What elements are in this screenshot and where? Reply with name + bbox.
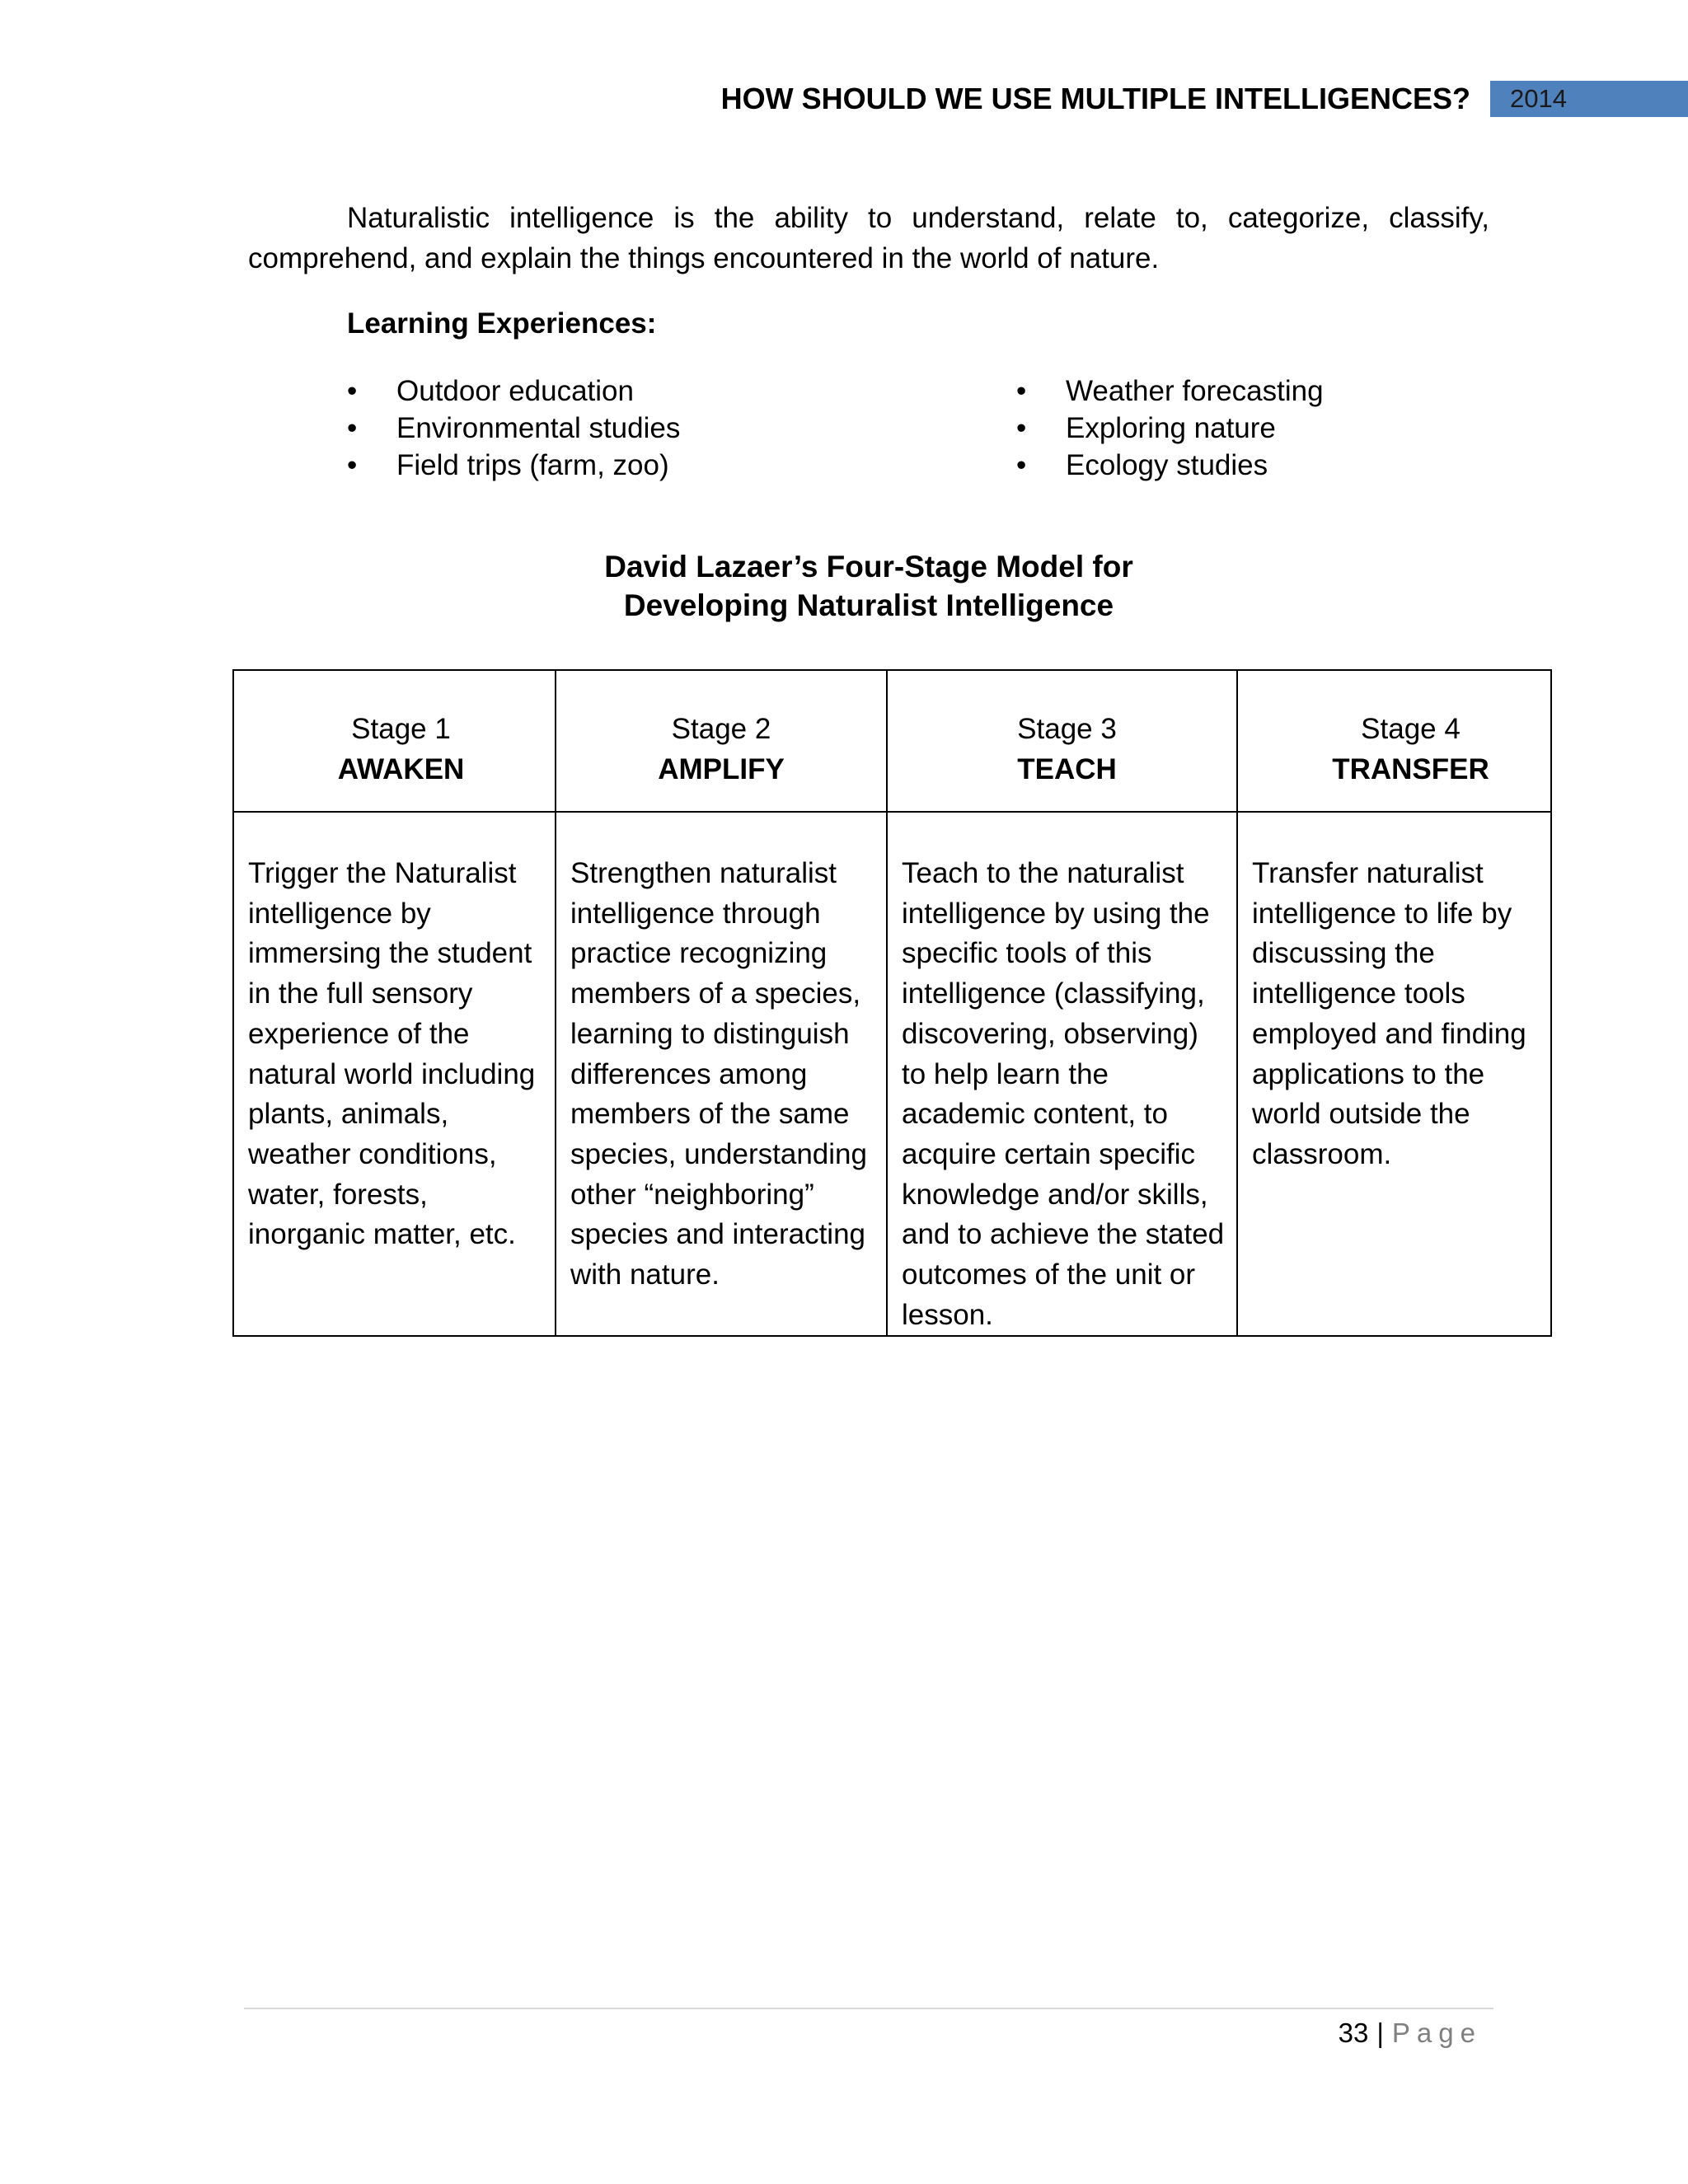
stage-1-header [233,670,556,812]
four-stage-model-table [232,669,1552,1337]
learning-experiences-heading: Learning Experiences: [347,307,657,340]
table-title-line-1: David Lazaer’s Four-Stage Model for [604,550,1133,583]
stage-2-description: Strengthen naturalist intelligence through practice recognizing members of a species, learning to distinguish differences among members of the same species, understanding other “neighboring” species and interacting with nature. [556,812,887,1336]
stage-3-name: TEACH [1017,753,1117,785]
stage-1-number: Stage 1 [351,713,451,745]
header-title: HOW SHOULD WE USE MULTIPLE INTELLIGENCES? [720,82,1470,115]
stage-2-header [556,670,887,812]
stage-4-header [1237,670,1551,812]
list-item: • Environmental studies [347,410,680,447]
stage-2-number: Stage 2 [671,713,771,745]
learning-experiences-list-left [347,373,680,484]
stage-4-name: TRANSFER [1332,753,1489,785]
page-separator: | [1376,2018,1384,2048]
table-title [0,547,1688,625]
stage-4-number: Stage 4 [1361,713,1461,745]
page-label: Page [1391,2018,1482,2048]
list-item: • Field trips (farm, zoo) [347,447,680,484]
page-number: 33 [1338,2018,1369,2048]
stage-3-number: Stage 3 [1017,713,1117,745]
list-item: • Ecology studies [1016,447,1324,484]
stage-4-description: Transfer naturalist intelligence to life by discussing the intelligence tools employed and finding applications to the world outside the classroom. [1237,812,1551,1336]
learning-experiences-list-right [1016,373,1324,484]
stage-3-header [887,670,1237,812]
table-header-row [233,670,1551,812]
stage-2-name: AMPLIFY [658,753,785,785]
header-year-badge: 2014 [1490,81,1688,117]
list-item: • Exploring nature [1016,410,1324,447]
stage-1-description: Trigger the Naturalist intelligence by immersing the student in the full sensory experience of the natural world including plants, animals, weather conditions, water, forests, inorganic matter, etc. [233,812,556,1336]
page-footer [1339,2014,1482,2052]
intro-paragraph: Naturalistic intelligence is the ability to understand, relate to, categorize, classify, comprehend, and explain the things encountered in the world of nature. [248,202,1489,274]
list-item: • Outdoor education [347,373,680,410]
stage-1-name: AWAKEN [337,753,465,785]
footer-divider [244,2008,1493,2009]
stage-3-description: Teach to the naturalist intelligence by using the specific tools of this intelligence (classifying, discovering, observing) to help learn the academic content, to acquire certain specific knowledge and/or skills, and to achieve the stated outcomes of the unit or lesson. [887,812,1237,1336]
list-item: • Weather forecasting [1016,373,1324,410]
table-title-line-2: Developing Naturalist Intelligence [623,588,1114,622]
table-body-row [233,812,1551,1336]
